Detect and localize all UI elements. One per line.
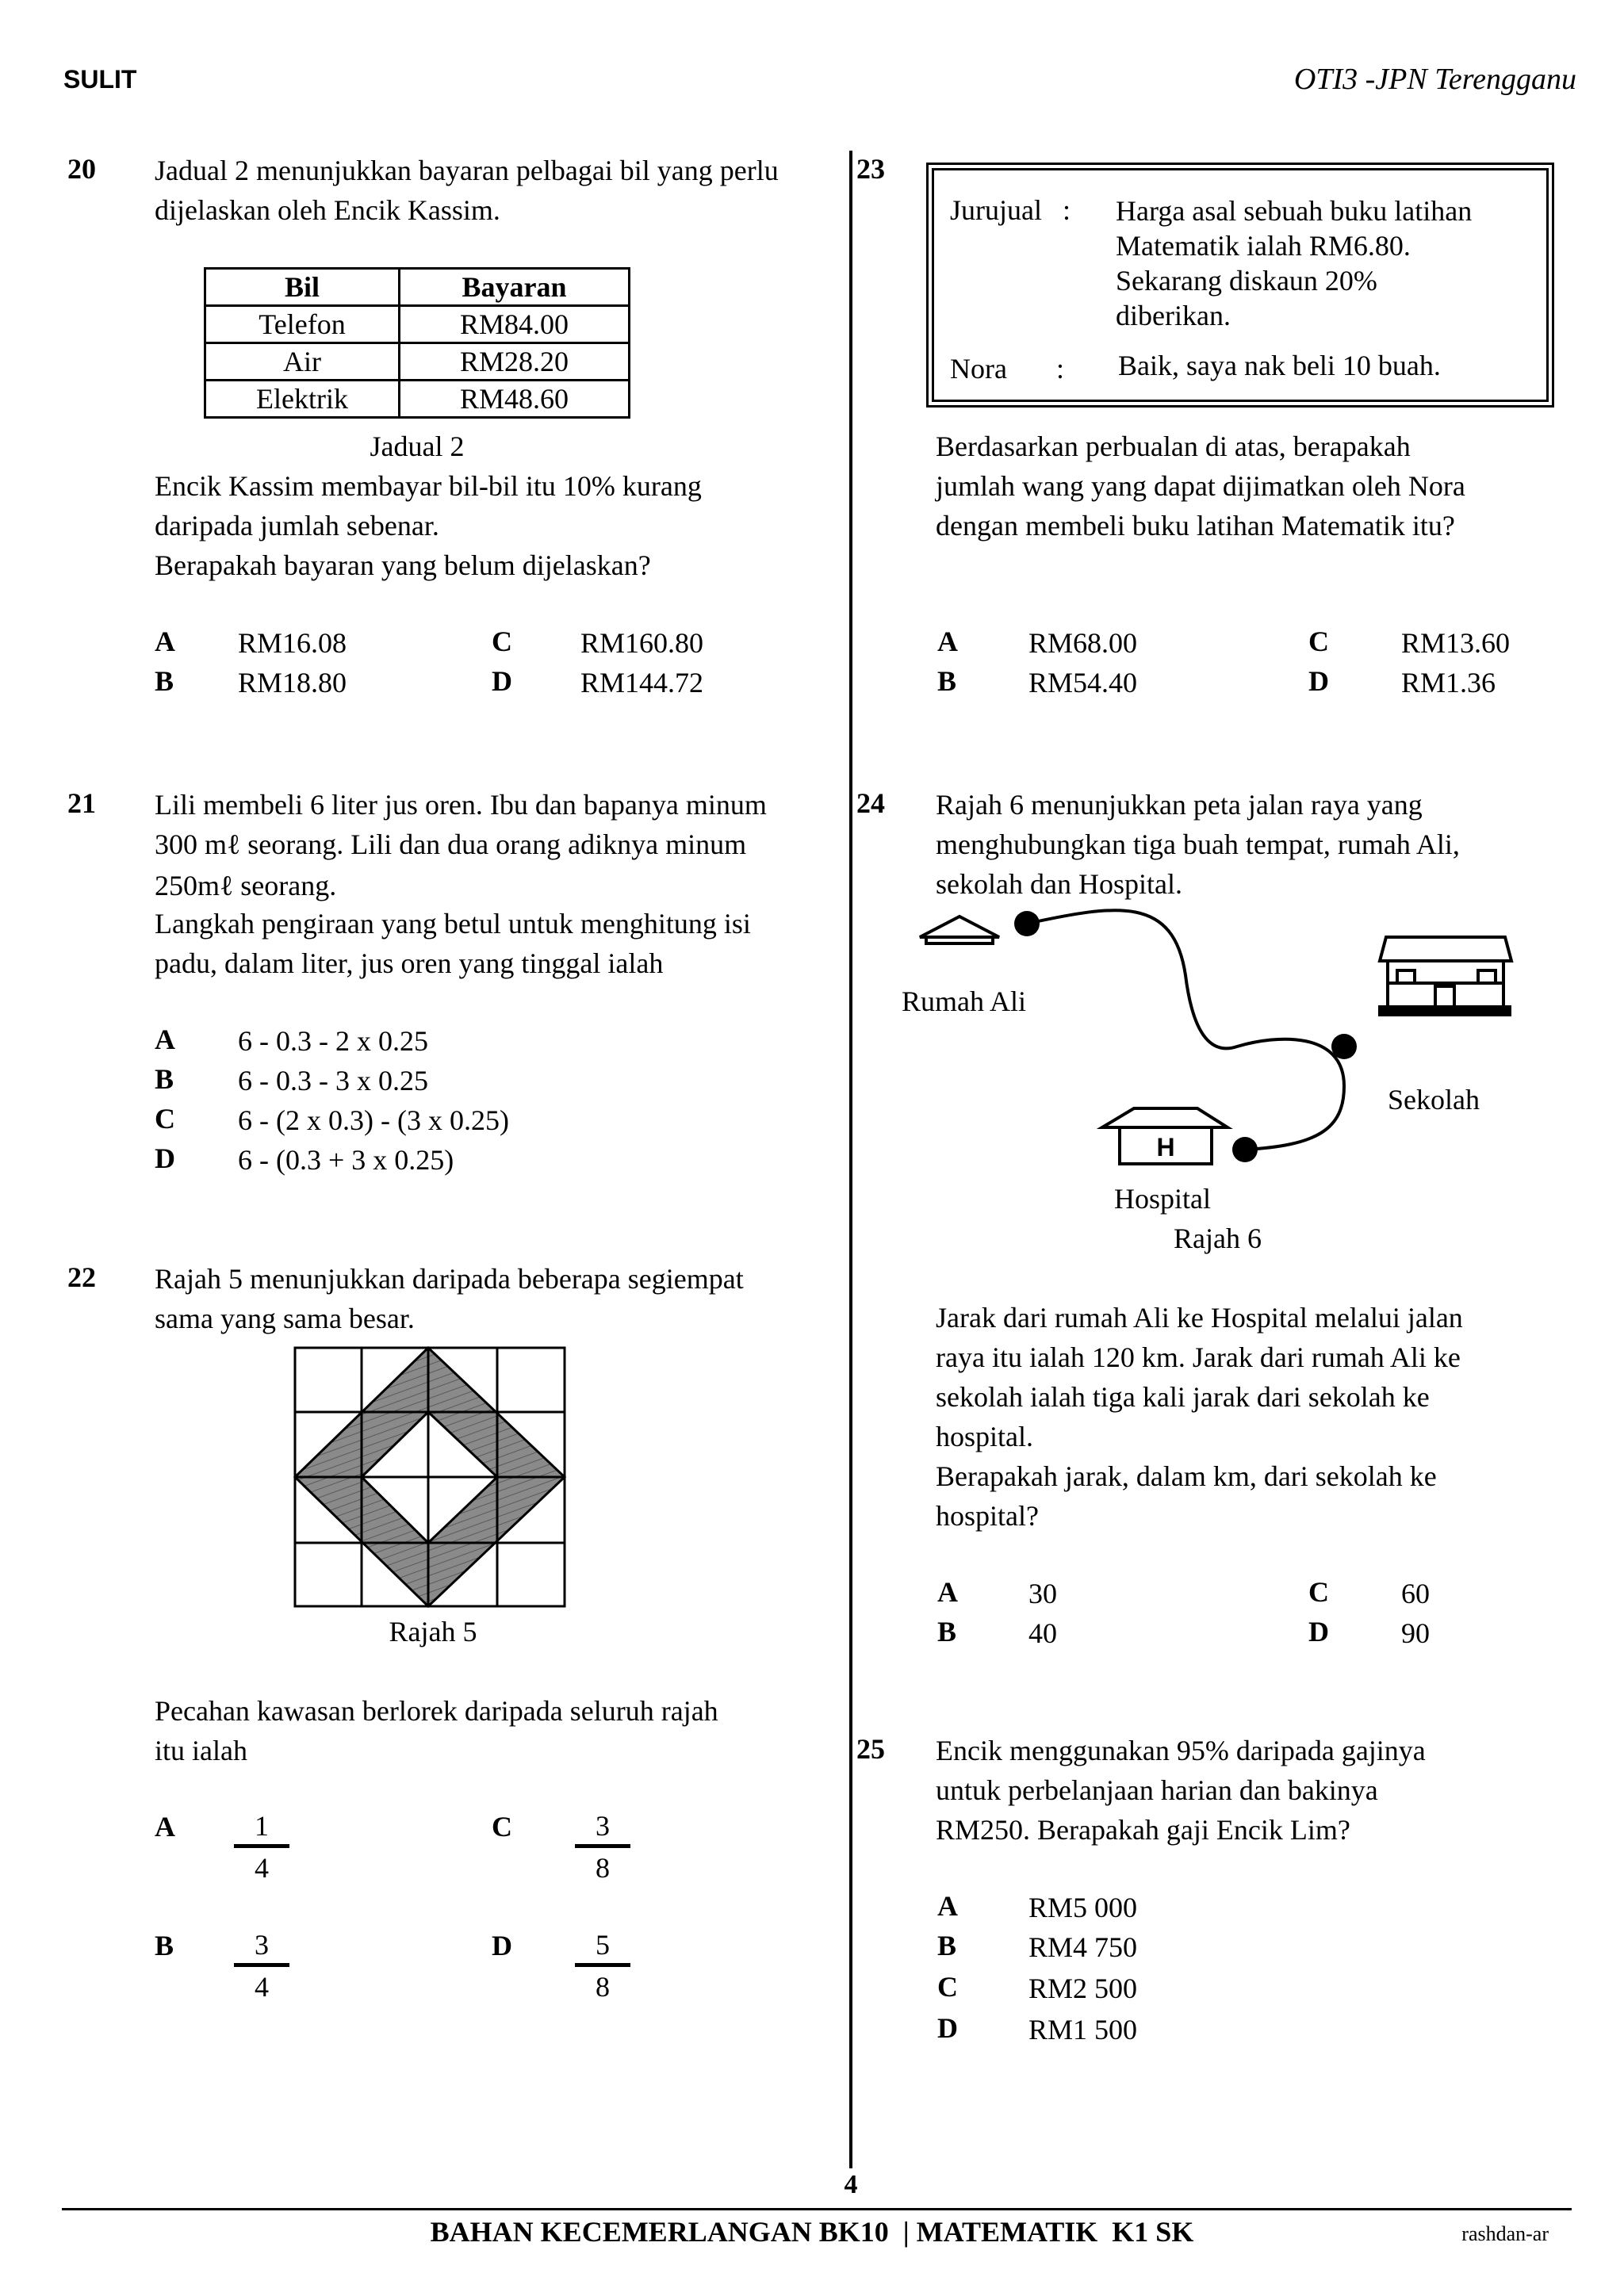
question-text: Lili membeli 6 liter jus oren. Ibu dan bapanya minum (155, 789, 767, 821)
option-text[interactable]: RM4 750 (1028, 1931, 1138, 1963)
option-text[interactable]: RM2 500 (1028, 1973, 1138, 2004)
question-text: Jarak dari rumah Ali ke Hospital melalui jalan (936, 1302, 1463, 1334)
table-cell: Telefon (205, 306, 400, 343)
question-text: padu, dalam liter, jus oren yang tinggal ialah (155, 947, 664, 979)
option-text[interactable]: RM1 500 (1028, 2014, 1138, 2045)
option-letter[interactable]: A (937, 626, 958, 657)
option-text[interactable]: RM160.80 (580, 627, 704, 659)
page-number: 4 (844, 2170, 858, 2199)
question-text: Encik menggunakan 95% daripada gajinya (936, 1735, 1426, 1766)
table-row (205, 343, 630, 381)
question-text: Rajah 6 menunjukkan peta jalan raya yang (936, 789, 1423, 821)
option-letter[interactable]: A (155, 626, 175, 657)
question-text: Berapakah jarak, dalam km, dari sekolah ke (936, 1460, 1437, 1492)
table-cell: RM84.00 (400, 306, 630, 343)
label-sekolah: Sekolah (1388, 1084, 1480, 1115)
dot-hospital (1232, 1137, 1258, 1162)
option-letter[interactable]: C (155, 1103, 175, 1135)
option-text[interactable]: 40 (1028, 1617, 1057, 1649)
dot-sekolah (1331, 1034, 1357, 1059)
dialog-speech: Matematik ialah RM6.80. (1116, 230, 1411, 262)
option-text[interactable]: RM144.72 (580, 667, 704, 698)
bill-table (204, 267, 630, 419)
question-text: 300 mℓ seorang. Lili dan dua orang adiknya minum (155, 828, 747, 860)
option-text[interactable]: RM1.36 (1401, 667, 1496, 698)
option-text[interactable]: RM68.00 (1028, 627, 1138, 659)
option-text[interactable]: RM16.08 (238, 627, 347, 659)
dialog-speech: Harga asal sebuah buku latihan (1116, 195, 1473, 227)
fraction-bar (234, 1844, 289, 1848)
option-text[interactable]: RM13.60 (1401, 627, 1511, 659)
footer-rule (62, 2208, 1572, 2210)
option-letter[interactable]: B (155, 1063, 174, 1095)
option-text[interactable]: RM5 000 (1028, 1892, 1138, 1923)
dialog-speaker: Nora (950, 353, 1007, 385)
option-fraction[interactable] (575, 1928, 630, 2003)
table-header: Bil (205, 269, 400, 306)
option-letter[interactable]: C (1308, 626, 1329, 657)
fraction-denominator: 4 (255, 1852, 269, 1884)
question-text: jumlah wang yang dapat dijimatkan oleh Nora (936, 470, 1465, 502)
question-text: Rajah 5 menunjukkan daripada beberapa segiempat (155, 1263, 744, 1295)
footer-title: BAHAN KECEMERLANGAN BK10 | MATEMATIK K1 SK (430, 2216, 1194, 2248)
header-left: SULIT (63, 65, 137, 94)
option-letter[interactable]: A (155, 1811, 175, 1843)
option-letter[interactable]: D (155, 1142, 175, 1174)
dialog-speech: diberikan. (1116, 300, 1231, 331)
school-icon (1378, 937, 1511, 1016)
option-letter[interactable]: D (937, 2012, 958, 2044)
option-letter[interactable]: C (492, 626, 512, 657)
question-text: Berdasarkan perbualan di atas, berapakah (936, 430, 1411, 462)
rajah-6-map (912, 904, 1515, 1173)
option-text[interactable]: 6 - 0.3 - 3 x 0.25 (238, 1065, 428, 1096)
question-text: sama yang sama besar. (155, 1303, 415, 1334)
dialog-speaker: Jurujual (950, 194, 1042, 226)
question-text: sekolah dan Hospital. (936, 868, 1182, 900)
question-number: 21 (67, 787, 96, 819)
rajah-5-figure (293, 1346, 573, 1608)
question-text: Jadual 2 menunjukkan bayaran pelbagai bil yang perlu (155, 155, 779, 186)
question-number: 20 (67, 153, 96, 185)
option-letter[interactable]: A (937, 1890, 958, 1922)
option-letter[interactable]: D (492, 665, 512, 697)
figure-caption: Rajah 6 (1174, 1223, 1262, 1254)
question-number: 25 (856, 1733, 885, 1765)
table-cell: RM48.60 (400, 381, 630, 418)
fraction-bar (234, 1963, 289, 1967)
table-caption: Jadual 2 (370, 430, 465, 462)
question-text: dijelaskan oleh Encik Kassim. (155, 194, 500, 226)
option-fraction[interactable] (575, 1809, 630, 1885)
option-letter[interactable]: D (1308, 1616, 1329, 1647)
option-text[interactable]: RM54.40 (1028, 667, 1138, 698)
dialog-colon: : (1056, 353, 1065, 385)
question-text: hospital? (936, 1500, 1039, 1532)
table-row (205, 306, 630, 343)
option-text[interactable]: 6 - 0.3 - 2 x 0.25 (238, 1025, 428, 1057)
question-text: hospital. (936, 1421, 1033, 1452)
column-divider (849, 151, 852, 2168)
table-cell: Air (205, 343, 400, 381)
house-icon (920, 916, 999, 943)
option-fraction[interactable] (234, 1809, 289, 1885)
fraction-numerator: 5 (596, 1929, 610, 1961)
option-letter[interactable]: C (1308, 1576, 1329, 1608)
question-text: menghubungkan tiga buah tempat, rumah Ali, (936, 828, 1460, 860)
option-text[interactable]: 6 - (0.3 + 3 x 0.25) (238, 1144, 454, 1176)
dialog-speech: Sekarang diskaun 20% (1116, 265, 1377, 297)
option-text[interactable]: 30 (1028, 1578, 1057, 1609)
dialog-speech: Baik, saya nak beli 10 buah. (1118, 350, 1441, 381)
question-text: daripada jumlah sebenar. (155, 510, 439, 541)
table-header-row (205, 269, 630, 306)
option-text[interactable]: RM18.80 (238, 667, 347, 698)
fraction-denominator: 4 (255, 1971, 269, 2003)
fraction-denominator: 8 (596, 1852, 610, 1884)
hospital-sign: H (1156, 1133, 1175, 1161)
table-cell: Elektrik (205, 381, 400, 418)
dialog-colon: : (1063, 194, 1071, 226)
option-letter[interactable]: B (155, 665, 174, 697)
option-letter[interactable]: B (937, 1616, 957, 1647)
fraction-numerator: 3 (596, 1810, 610, 1842)
label-hospital: Hospital (1114, 1183, 1211, 1215)
question-text: Berapakah bayaran yang belum dijelaskan? (155, 549, 651, 581)
road-line (1027, 910, 1344, 1150)
option-letter[interactable]: B (937, 665, 957, 697)
label-rumah-ali: Rumah Ali (902, 985, 1027, 1017)
question-number: 22 (67, 1261, 96, 1293)
question-text: RM250. Berapakah gaji Encik Lim? (936, 1814, 1350, 1846)
table-row (205, 381, 630, 418)
option-letter[interactable]: B (155, 1930, 174, 1961)
question-number: 24 (856, 787, 885, 819)
table-header: Bayaran (400, 269, 630, 306)
question-text: Langkah pengiraan yang betul untuk menghitung isi (155, 908, 751, 939)
option-letter[interactable]: A (937, 1576, 958, 1608)
header-right: OTI3 -JPN Terengganu (1293, 63, 1576, 96)
figure-caption: Rajah 5 (389, 1616, 477, 1647)
option-letter[interactable]: C (492, 1811, 512, 1843)
option-text[interactable]: 6 - (2 x 0.3) - (3 x 0.25) (238, 1104, 509, 1136)
option-letter[interactable]: B (937, 1930, 957, 1961)
question-text: dengan membeli buku latihan Matematik itu? (936, 510, 1455, 541)
option-letter[interactable]: D (492, 1930, 512, 1961)
question-text: untuk perbelanjaan harian dan bakinya (936, 1774, 1378, 1806)
question-text: raya itu ialah 120 km. Jarak dari rumah Ali ke (936, 1341, 1461, 1373)
option-letter[interactable]: A (155, 1024, 175, 1055)
option-text[interactable]: 60 (1401, 1578, 1430, 1609)
fraction-numerator: 1 (255, 1810, 269, 1842)
fraction-numerator: 3 (255, 1929, 269, 1961)
fraction-bar (575, 1844, 630, 1848)
question-text: Pecahan kawasan berlorek daripada seluruh rajah (155, 1695, 718, 1727)
table-cell: RM28.20 (400, 343, 630, 381)
question-text: 250mℓ seorang. (155, 870, 337, 901)
option-letter[interactable]: D (1308, 665, 1329, 697)
question-number: 23 (856, 153, 885, 185)
fraction-denominator: 8 (596, 1971, 610, 2003)
fraction-bar (575, 1963, 630, 1967)
option-text[interactable]: 90 (1401, 1617, 1430, 1649)
option-fraction[interactable] (234, 1928, 289, 2003)
question-text: itu ialah (155, 1735, 247, 1766)
footer-author: rashdan-ar (1461, 2222, 1549, 2245)
option-letter[interactable]: C (937, 1971, 958, 2003)
dot-rumah-ali (1014, 911, 1040, 936)
question-text: Encik Kassim membayar bil-bil itu 10% kurang (155, 470, 702, 502)
question-text: sekolah ialah tiga kali jarak dari sekolah ke (936, 1381, 1430, 1413)
